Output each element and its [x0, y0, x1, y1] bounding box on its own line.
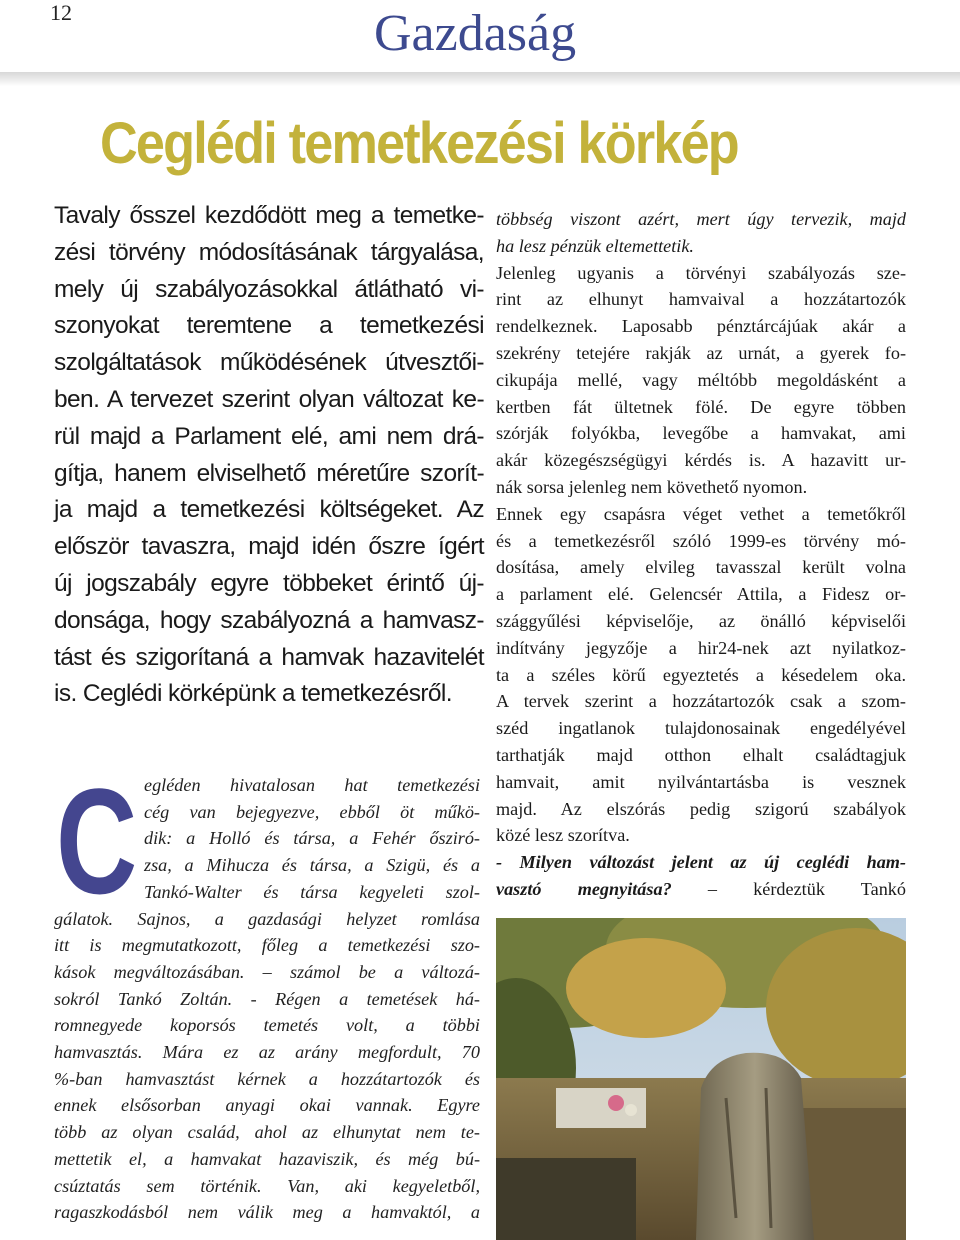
body-right-line: tarthatják majd otthon elhalt családtagjuk [496, 744, 906, 765]
body-left-line: ragaszkodásból nem válik meg a hamvaktól, a [54, 1202, 480, 1223]
lead-line: tást és szigorítaná a hamvak hazavitelét [54, 643, 484, 671]
lead-line: zési törvény módosításának tárgyalása, [54, 238, 484, 266]
body-left-line: Tankó-Walter és társa kegyeleti szol- [144, 881, 480, 902]
body-right-line: és a temetkezésről szóló 1999-es törvény mó- [496, 530, 906, 551]
body-right-line: cikupája mellé, vagy méltóbb megoldásként a [496, 369, 906, 390]
body-right-line: közé lesz szorítva. [496, 825, 630, 846]
body-column-right [496, 206, 906, 903]
lead-line: új jogszabály egyre többeket érintő új- [54, 569, 484, 597]
drop-cap: C [56, 757, 138, 925]
header-band [0, 72, 960, 86]
article-lead [54, 198, 484, 713]
lead-line: szolgáltatások működésének útvesztői- [54, 349, 484, 377]
lead-line: mely új szabályozásokkal átlátható vi- [54, 275, 484, 303]
body-left-line: dik: a Holló és társa, a Fehér ősziró- [144, 828, 480, 849]
body-left-line: hamvasztás. Mára ez az arány megfordult, 70 [54, 1042, 480, 1063]
body-left-line: zsa, a Mihucza és társa, a Szigü, és a [144, 855, 480, 876]
body-right-line: a parlament elé. Gelencsér Attila, a Fidesz or- [496, 584, 906, 605]
lead-line: ja majd a temetkezési költségeket. Az [54, 496, 484, 524]
body-left-line: mettetik el, a hamvakat hazaviszik, és még bú- [54, 1148, 480, 1169]
body-right-line: dosítása, amely elvileg tavasszal került volna [496, 557, 906, 578]
body-right-line: rendelkeznek. Laposabb pénztárcájúak akár a [496, 316, 906, 337]
lead-line: rül majd a Parlament elé, ami nem drá- [54, 422, 484, 450]
body-right-line: akár közegészségügyi kérdés is. A hazavitt ur- [496, 450, 906, 471]
body-left-line: több az olyan család, ahol az elhunytat nem te- [54, 1122, 480, 1143]
body-left-line: sokról Tankó Zoltán. - Régen a temetések há- [54, 988, 480, 1009]
body-left-line: itt is megmutatkozott, főleg a temetkezési szo- [54, 935, 480, 956]
lead-line: donsága, hogy szabályozná a hamvasz- [54, 606, 484, 634]
body-left-line: cég van bejegyezve, ebből öt műkö- [144, 801, 480, 822]
body-left-line: csúztatás sem történik. Van, aki kegyeletből, [54, 1175, 480, 1196]
body-left-line: romnegyede koporsós temetés volt, a többi [54, 1015, 480, 1036]
body-right-line: indítvány jegyzője a hir24-nek azt nyilatkoz- [496, 637, 906, 658]
body-right-line [496, 876, 906, 903]
body-left-line: kások megváltozásában. – számol be a változá- [54, 961, 480, 982]
lead-line: szonyokat teremtene a temetkezési [54, 312, 484, 340]
body-left-line: egléden hivatalosan hat temetkezési [144, 775, 480, 795]
body-right-line: Ennek egy csapásra véget vethet a temetőkről [496, 503, 906, 524]
lead-line: gítja, hanem elviselhető méretűre szorít- [54, 459, 484, 487]
lead-line: is. Ceglédi körképünk a temetkezésről. [54, 680, 452, 708]
body-right-line: A tervek szerint a hozzátartozók csak a szom- [496, 691, 906, 712]
body-right-line: majd. Az elszórás pedig szigorú szabályok [496, 798, 906, 819]
article-headline: Ceglédi temetkezési körkép [100, 111, 738, 176]
body-right-line: ta a széles körű egyeztetés a késedelem oka. [496, 664, 906, 685]
body-right-line: ha lesz pénzük eltemettetik. [496, 235, 694, 256]
section-title: Gazdaság [374, 5, 577, 62]
body-right-line: kertben fát ültetnek fölé. De egyre többen [496, 396, 906, 417]
cemetery-photo [496, 918, 906, 1240]
body-right-line: szággyűlési képviselője, az önálló képviselői [496, 610, 906, 631]
body-right-line: nák sorsa jelenleg nem követhető nyomon. [496, 476, 808, 497]
lead-line: ben. A tervezet szerint olyan változat ke- [54, 385, 484, 413]
interview-question: vasztó megnyitása? [496, 878, 672, 899]
body-right-line: - Milyen változást jelent az új ceglédi ham- [496, 852, 906, 873]
lead-line: Tavaly ősszel kezdődött meg a temetke- [54, 202, 484, 229]
body-left-line: %-ban hamvasztást kérnek a hozzátartozók és [54, 1068, 480, 1089]
body-right-line: hamvait, amit nyilvántartásba is vesznek [496, 771, 906, 792]
body-right-line: rint az elhunyt hamvaival a hozzátartozók [496, 289, 906, 310]
interview-attribution: – kérdeztük Tankó [671, 878, 906, 899]
body-right-line: Jelenleg ugyanis a törvényi szabályozás sze- [496, 262, 906, 283]
page-number: 12 [50, 0, 72, 25]
body-column-left [54, 757, 480, 1226]
body-right-line: többség viszont azért, mert úgy tervezik, majd [496, 209, 906, 229]
body-left-line: gálatok. Sajnos, a gazdasági helyzet romlása [54, 908, 480, 929]
lead-line: először tavaszra, majd idén őszre ígért [54, 533, 484, 561]
body-right-line: szekrény tetejére rakják az urnát, a gyerek fo- [496, 342, 906, 363]
body-right-line: szórják folyókba, levegőbe a hamvakat, ami [496, 423, 906, 444]
body-right-line: széd ingatlanok tulajdonosainak engedélyével [496, 718, 906, 739]
body-left-line: ennek elsősorban anyagi okai vannak. Egyre [54, 1095, 480, 1116]
cemetery-photo-illustration [496, 918, 906, 1240]
